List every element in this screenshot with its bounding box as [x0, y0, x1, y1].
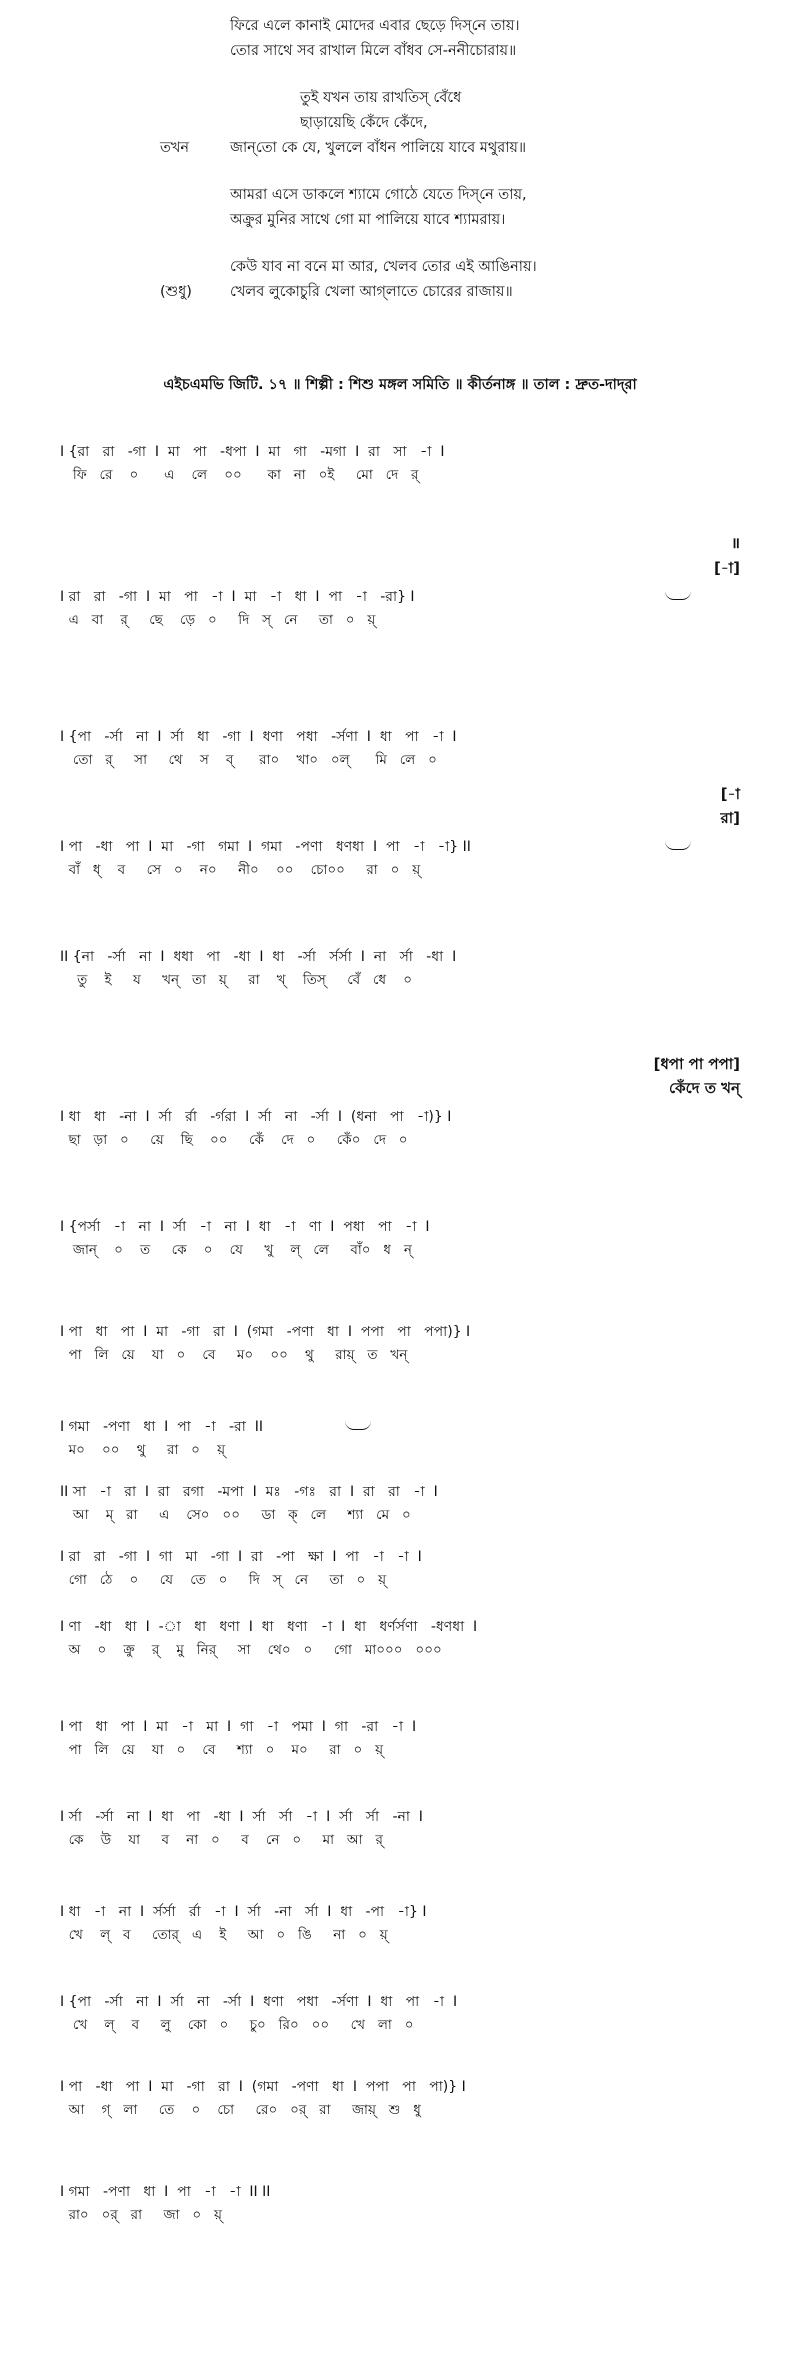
poem-stanza	[0, 255, 800, 305]
slur-mark	[345, 1421, 371, 1430]
poem-line	[0, 14, 800, 39]
slur-mark	[665, 591, 691, 600]
poem-line	[0, 208, 800, 233]
swara-line: I পা ধা পা I মা -া মা I গা -া পমা I গা -রা -া I	[60, 1719, 417, 1735]
swara-line: I ণা -ধা ধা I -া ধা ধণা I ধা ধণা -া I ধা ধর্ণর্সণা -ধণধা I	[60, 1619, 478, 1635]
swara-line: I র্সা -র্সা না I ধা পা -ধা I র্সা র্সা -া I র্সা র্সা -না I	[60, 1809, 423, 1825]
swara-line: II সা -া রা I রা রগা -মপা I মঃ -গঃ রা I রা রা -া I	[60, 1484, 438, 1500]
slur-mark	[665, 841, 691, 850]
variant-annotation: [-া	[720, 785, 740, 803]
lyric-syllables: খে ল্ ব তোর্ এ ই আ ০ ঙি না ০ য়্	[60, 1927, 388, 1943]
song-header: এইচএমভি জিটি. ১৭ ॥ শিল্পী : শিশু মঙ্গল সমিতি ॥ কীর্তনাঙ্গ ॥ তাল : দ্রুত-দাদ্‌রা	[163, 377, 637, 393]
poem-line-text: ছাড়ায়েছি কেঁদে কেঁদে,	[300, 115, 428, 131]
lyric-syllables: আ ম্ রা এ সে০ ০০ ডা ক্ লে শ্যা মে ০	[60, 1507, 411, 1523]
poem-line-text: জান্‌তো কে যে, খুললে বাঁধন পালিয়ে যাবে মথুরায়॥	[230, 140, 527, 156]
poem-line-text: আমরা এসে ডাকলে শ্যামে গোঠে যেতে দিস্‌নে তায়,	[230, 187, 527, 203]
poem-line-text: ফিরে এলে কানাই মোদের এবার ছেড়ে দিস্‌নে তায়।	[230, 18, 520, 34]
lyric-syllables: তু ই য খন্ তা য়্ রা খ্ তিস্ বেঁ ধে ০	[60, 972, 413, 988]
poem-line	[0, 39, 800, 64]
lyric-syllables: ম০ ০০ থু রা ০ য়্	[60, 1442, 226, 1458]
variant-annotation: কেঁদে ত খন্	[669, 1079, 740, 1097]
poem-line-text: কেউ যাব না বনে মা আর, খেলব তোর এই আঙিনায়।	[230, 259, 537, 275]
swara-line: I {পর্সা -া না I র্সা -া না I ধা -া ণা I পধা পা -া I	[60, 1219, 430, 1235]
swara-line: I ধা -া না I র্সর্সা র্রা -া I র্সা -না র্সা I ধা -পা -া} I	[60, 1904, 427, 1920]
swara-line: I {রা রা -গা I মা পা -ধপা I মা গা -মগা I রা সা -া I	[60, 444, 445, 460]
lyric-syllables: জান্ ০ ত কে ০ যে খু ল্ লে বাঁ০ ধ ন্	[60, 1242, 412, 1258]
poem-line	[0, 111, 800, 136]
lyric-syllables: পা লি য়ে যা ০ বে শ্যা ০ ম০ রা ০ য়্	[60, 1742, 384, 1758]
poem	[0, 14, 800, 327]
swara-line: I পা ধা পা I মা -গা রা I (গমা -পণা ধা I পপা পা পপা)} I	[60, 1324, 471, 1340]
swara-line: I রা রা -গা I মা পা -া I মা -া ধা I পা -া -রা} I	[60, 589, 415, 605]
swara-line: I পা -ধা পা I মা -গা রা I (গমা -পণা ধা I পপা পা পা)} I	[60, 2079, 466, 2095]
variant-annotation: ॥	[731, 534, 740, 552]
swara-line: I গমা -পণা ধা I পা -া -রা II	[60, 1419, 263, 1435]
variant-annotation: [-া]	[713, 559, 740, 577]
lyric-syllables: ফি রে ০ এ লে ০০ কা না ০ই মো দে র্	[60, 467, 419, 483]
swara-line: I পা -ধা পা I মা -গা গমা I গমা -পণা ধণধা I পা -া -া} II	[60, 839, 471, 855]
poem-line-prefix: (শুধু)	[160, 284, 192, 300]
swara-line: II {না -র্সা না I ধধা পা -ধা I ধা -র্সা র্সর্সা I না র্সা -ধা I	[60, 949, 457, 965]
lyric-syllables: গো ঠে ০ যে তে ০ দি স্ নে তা ০ য়্	[60, 1572, 387, 1588]
poem-line	[0, 86, 800, 111]
swara-line: I ধা ধা -না I র্সা র্রা -র্গরা I র্সা না -র্সা I (ধনা পা -া)} I	[60, 1109, 452, 1125]
variant-annotation: [ধপা পা পপা]	[653, 1055, 740, 1073]
lyric-syllables: খে ল্ ব লু কো ০ চু০ রি০ ০০ খে লা ০	[60, 2017, 414, 2033]
lyric-syllables: এ বা র্ ছে ড়ে ০ দি স্ নে তা ০ য়্	[60, 612, 376, 628]
poem-line-text: তুই যখন তায় রাখতিস্‌ বেঁধে	[300, 90, 462, 106]
variant-annotation: রা]	[720, 809, 740, 827]
lyric-syllables: অ ০ ক্রু র্ মু নির্ সা থে০ ০ গো মা০০০ ০০০	[60, 1642, 442, 1658]
poem-line	[0, 280, 800, 305]
lyric-syllables: পা লি য়ে যা ০ বে ম০ ০০ থু রায়্ ত খন্	[60, 1347, 408, 1363]
poem-line-text: খেলব লুকোচুরি খেলা আগ্‌লাতে চোরের রাজায়॥	[230, 284, 513, 300]
lyric-syllables: রা০ ০র্ রা জা ০ য়্	[60, 2207, 222, 2223]
poem-stanza	[0, 14, 800, 64]
poem-stanza	[0, 183, 800, 233]
swara-line: I রা রা -গা I গা মা -গা I রা -পা ক্ষা I পা -া -া I	[60, 1549, 422, 1565]
lyric-syllables: বাঁ ধ্ ব সে ০ ন০ নী০ ০০ চো০০ রা ০ য়্	[60, 862, 421, 878]
poem-line-text: তোর সাথে সব রাখাল মিলে বাঁধব সে-ননীচোরায়॥	[230, 43, 517, 59]
poem-stanza	[0, 86, 800, 161]
lyric-syllables: কে উ যা ব না ০ ব নে ০ মা আ র্	[60, 1832, 383, 1848]
lyric-syllables: তো র্ সা থে স ব্ রা০ খা০ ০ল্ মি লে ০	[60, 752, 437, 768]
swara-line: I গমা -পণা ধা I পা -া -া II II	[60, 2184, 271, 2200]
poem-line	[0, 183, 800, 208]
swara-line: I {পা -র্সা না I র্সা না -র্সা I ধণা পধা -র্সণা I ধা পা -া I	[60, 1994, 458, 2010]
poem-line	[0, 136, 800, 161]
lyric-syllables: আ গ্ লা তে ০ চো রে০ ০র্ রা জায়্ শু ধু	[60, 2102, 421, 2118]
lyric-syllables: ছা ড়া ০ য়ে ছি ০০ কেঁ দে ০ কেঁ০ দে ০	[60, 1132, 408, 1148]
poem-line	[0, 255, 800, 280]
poem-line-prefix: তখন	[160, 140, 190, 156]
swara-line: I {পা -র্সা না I র্সা ধা -গা I ধণা পধা -র্সণা I ধা পা -া I	[60, 729, 457, 745]
poem-line-text: অক্রুর মুনির সাথে গো মা পালিয়ে যাবে শ্যামরায়।	[230, 212, 506, 228]
